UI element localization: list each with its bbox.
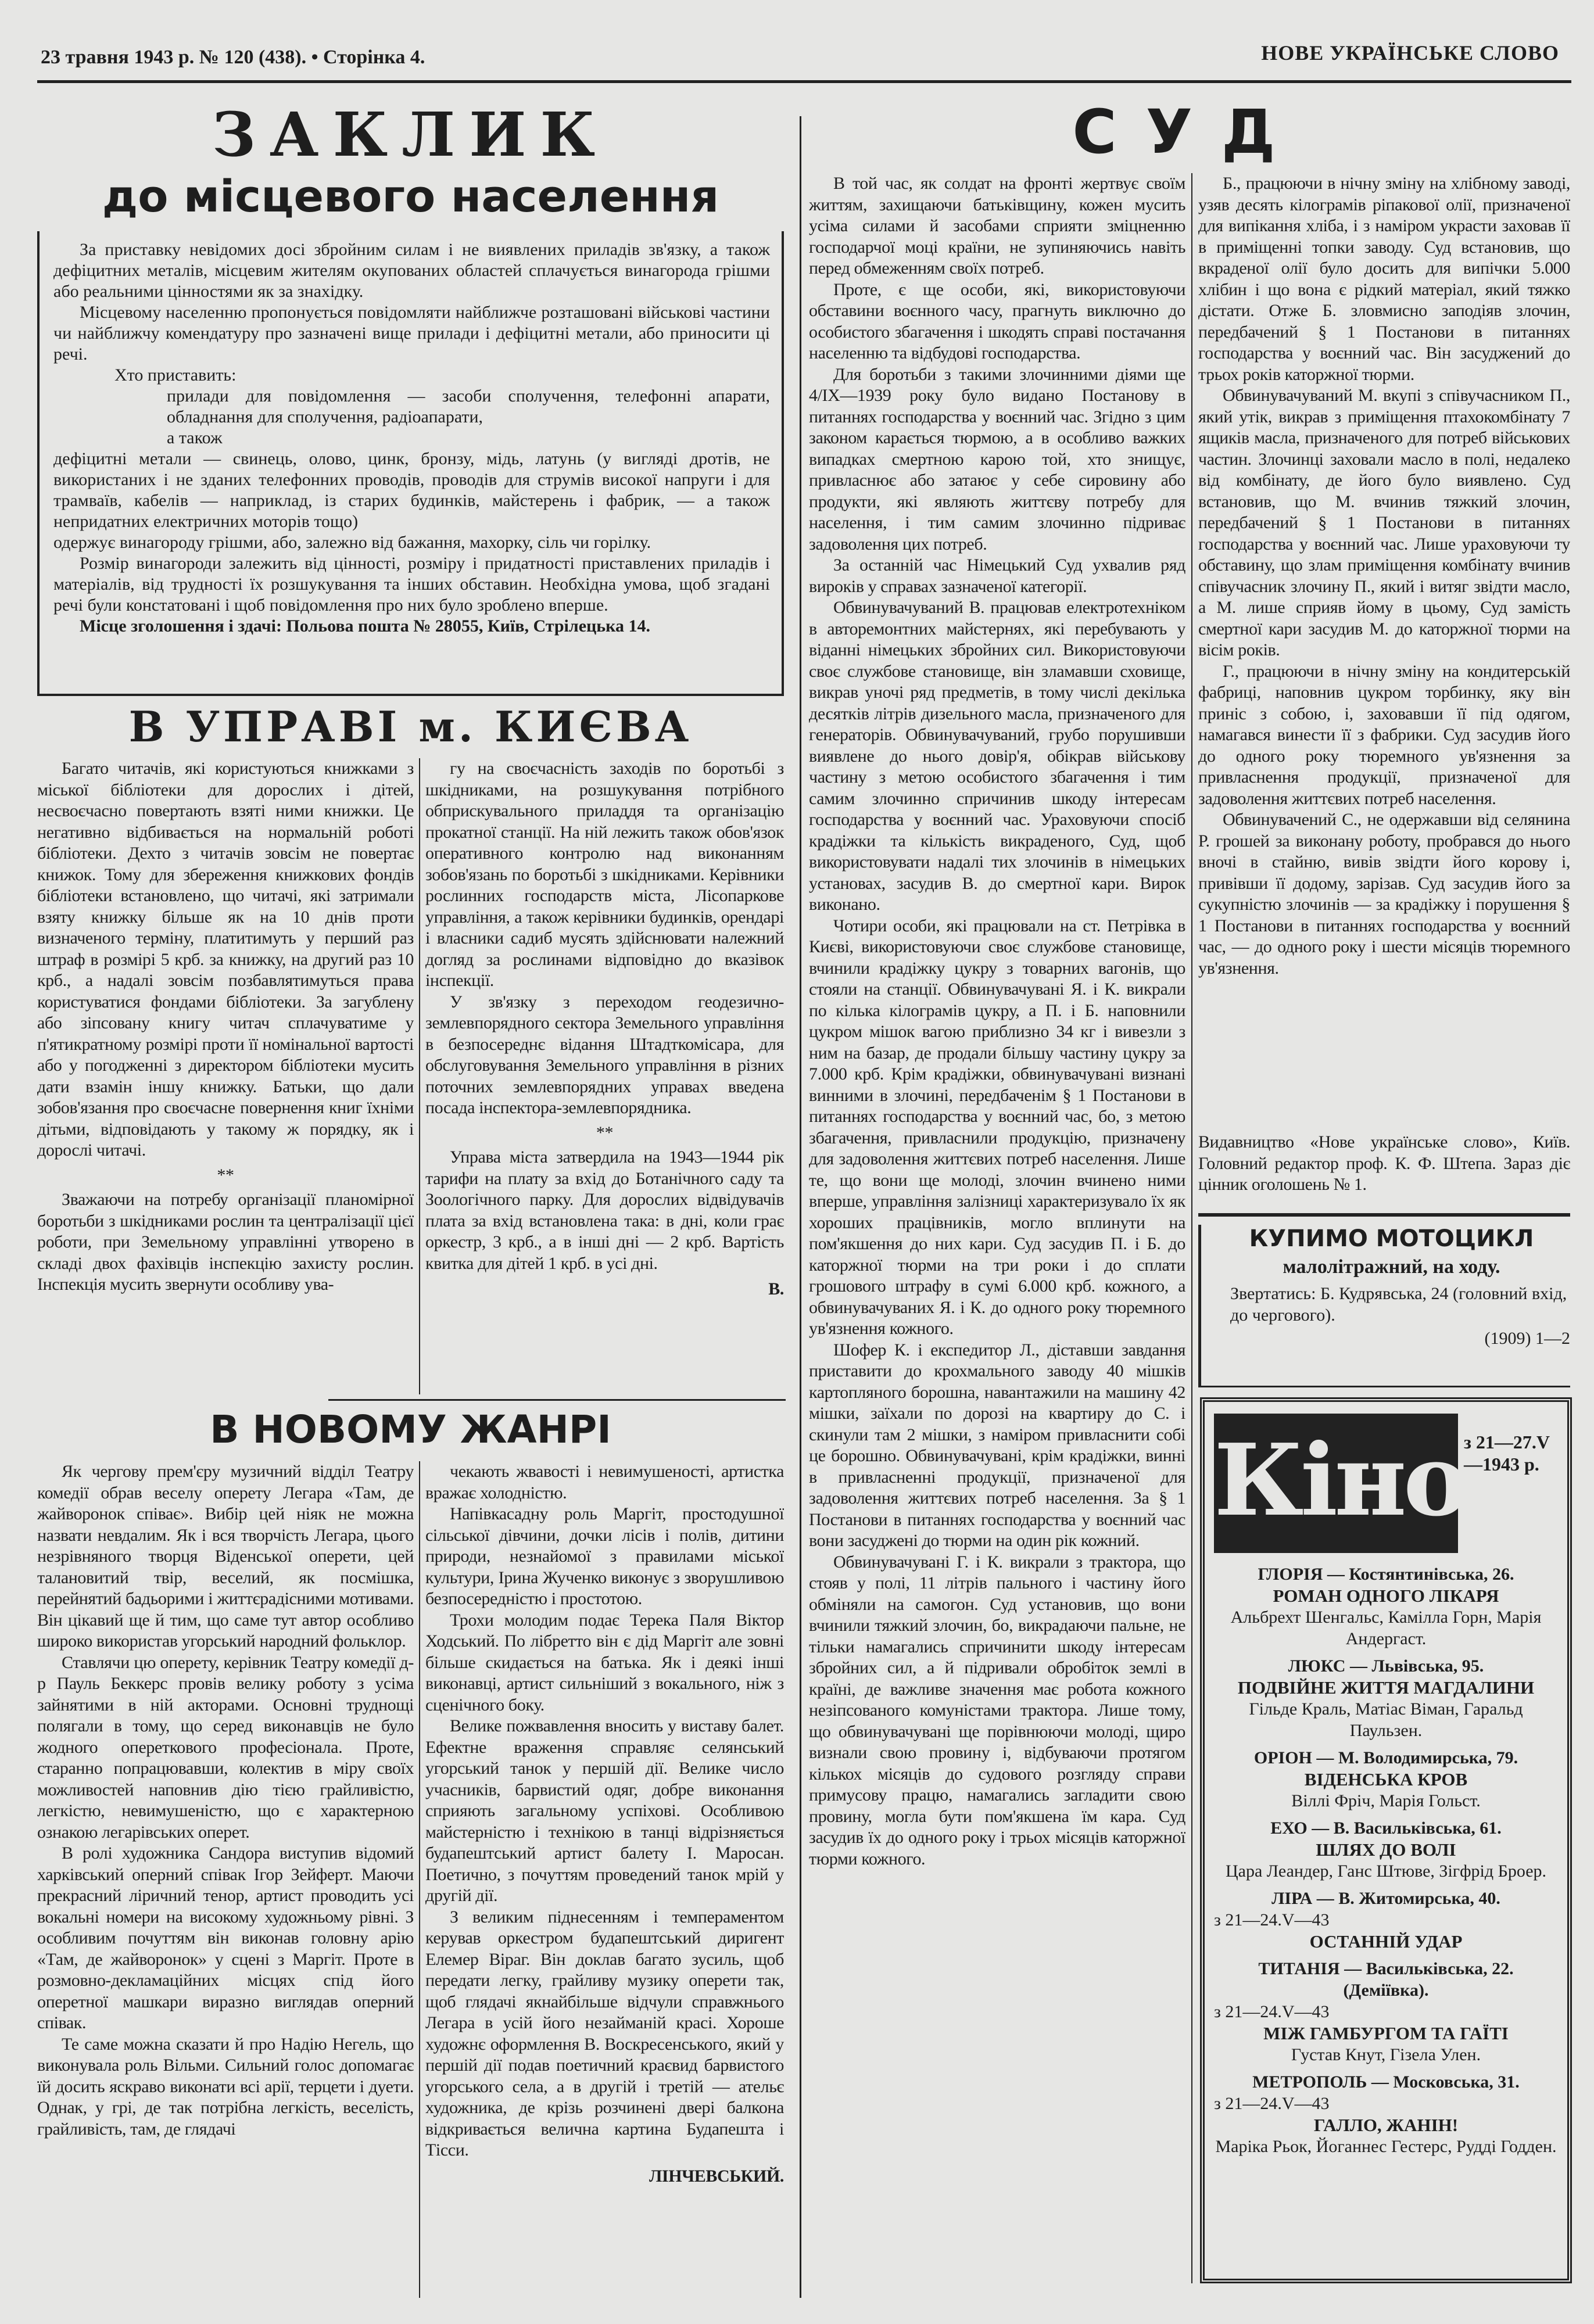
appeal-paragraph: Розмір винагороди залежить від цінності, розміру і придатності приставлених приладів і матеріалів, від трудності їх розшукування та інших обставин. Необхідна умова, щоб згадані речі були констатовані і щоб повідомлення про них було зроблено вперше. xyxy=(53,554,770,615)
appeal-paragraph: одержує винагороду грішми, або, залежно від бажання, махорку, сіль чи горілку. xyxy=(53,533,651,552)
column-divider xyxy=(419,758,420,1394)
film-title: ШЛЯХ ДО ВОЛІ xyxy=(1316,1839,1456,1860)
article-paragraph: Напівкасадну роль Маргіт, простодушної сільської дівчини, дочки лісів і полів, дитини природи, незнайомої з правилами міської культури, Ірина Жученко виконує з зворушливою безпосередністю і простотою. xyxy=(425,1504,784,1608)
appeal-paragraph: а також xyxy=(167,428,223,447)
cinema-listing xyxy=(1214,1655,1558,1741)
column-divider xyxy=(800,116,801,2298)
article-paragraph: Ставлячи цю оперету, керівник Театру комедії д-р Пауль Беккерс провів велику роботу з усіма зайнятими в ній акторами. Основні труднощі полягали в тому, що серед виконавців не було жодного опереткового професіонала. Проте, старанно попрацювавши, колектив в міру своїх можливостей наповнив дію тією грайливістю, легкістю, невимушеністю, що є характерною ознакою легарівських оперет. xyxy=(37,1652,414,1842)
uprava-col-1 xyxy=(37,758,414,1394)
article-paragraph: Обвинувачувані Г. і К. викрали з трактора, що стояв у полі, 11 літрів пального і частину його обміняли на самогон. Суд установив, що вони вчинили тяжкий злочин, бо, викрадаючи пальне, не тільки намагались спричинити шкоду інтересам збройних сил, а й підривали обробіток землі в країні, де важливе значення має робота кожного незіпсованого комуністами трактора. Лише тому, що обвинувачувані ще порівнюючи молоді, щиро визнали свою провину і, відбуваючи протягом кількох місяців до судового розгляду справи примусову працю, намагались загладити свою провину, могла бути пом'якшена їм кара. Суд засудив їх до одного року і трьох місяців каторжної тюрми кожного. xyxy=(809,1552,1185,1868)
appeal-box xyxy=(37,231,784,696)
article-paragraph: Для боротьби з такими злочинними діями ще 4/IX—1939 року було видано Постанову в питаннях господарства у воєнний час. Згідно з цим законом карається тюрмою, а в особливо важких випадках смертною карою той, хто знищує, привласнює або затаює у себе сировину або продукти, які являють життєву потребу для населення, і тим самим злочинно підриває задоволення цих потреб. xyxy=(809,364,1185,554)
article-paragraph: Зважаючи на потребу організації планомірної боротьби з шкідниками рослин та централізації цієї роботи, при Земельному управлінні утворено в складі двох фахівців інспекцію захисту рослин. Інспекція мусить звернути особливу ува- xyxy=(37,1190,414,1294)
article-paragraph: За останній час Німецький Суд ухвалив ряд вироків у справах зазначеної категорії. xyxy=(809,555,1185,596)
appeal-paragraph: прилади для повідомлення — засоби сполучення, телефонні апарати, обладнання для сполучення, радіоапарати, xyxy=(167,386,770,426)
zhanr-col-1 xyxy=(37,1461,414,2318)
film-title: ГАЛЛО, ЖАНІН! xyxy=(1313,2115,1459,2135)
section-separator: ** xyxy=(217,1165,234,1185)
film-cast: Густав Кнут, Гізела Улен. xyxy=(1291,2045,1481,2064)
publisher-text: Видавництво «Нове українське слово», Київ. Головний редактор проф. К. Ф. Штепа. Зараз діє цінник оголошень № 1. xyxy=(1198,1132,1570,1194)
appeal-paragraph: дефіцитні метали — свинець, олово, цинк, бронзу, мідь, латунь (у вигляді дротів, не використаних і не зданих телефонних проводів, проводів для струмів високої напруги і для трамваїв, кабелів — наприклад, із старих будинків, майстерень і фабрик, — а також непридатних електричних моторів тощо) xyxy=(53,449,770,531)
zhanr-col-2 xyxy=(425,1461,784,2318)
issue-date-line: 23 травня 1943 р. № 120 (438). • Сторінка 4. xyxy=(41,46,425,68)
article-paragraph: Управа міста затвердила на 1943—1944 рік тарифи на плату за вхід до Ботанічного саду та Зоологічного парку. Для дорослих відвідувачів плата за вхід встановлена така: в дні, коли грає оркестр, 3 крб., а в інші дні — 2 крб. Вартість квитка для дітей 1 крб. в усі дні. xyxy=(425,1147,784,1273)
film-cast: Маріка Рьок, Йоганнес Гестерс, Рудді Годден. xyxy=(1215,2137,1557,2156)
cinema-listings xyxy=(1200,1397,1572,2283)
article-paragraph: Б., працюючи в нічну зміну на хлібному заводі, узяв десять кілограмів ріпакової олії, призначеної для випікання хліба, і з наміром украсти заховав її в приміщенні топки заводу. Суд встановив, що вкраденої олії було досить для випічки 5.000 хлібин і що вона є рідкий матеріал, який тяжко дістати. Отже Б. зловмисно заподіяв злочин, передбачений § 1 Постанови в питаннях господарства у воєнний час. Він засуджений до трьох років каторжної тюрми. xyxy=(1198,174,1570,384)
cinema-name: ТИТАНІЯ — Васильківська, 22. (Деміївка). xyxy=(1258,1959,1514,2000)
article-paragraph: Обвинувачуваний М. вкупі з співучасником П., який утік, викрав з приміщення птахокомбінату 7 ящиків масла, призначеного для потреб військових частин. Злочинці заховали масло в полі, недалеко від комбінату, де його було виявлено. Суд встановив, що М. вчинив тяжкий злочин, передбачений § 1 Постанови в питаннях господарства у воєнний час. Лише ураховуючи ту обставину, що злам приміщення комбінату вчинив співучасник злочину П., який і витяг звідти масло, а М. лише сприяв йому в цьому, Суд замість смертної кари засудив М. до каторжної тюрми на вісім років. xyxy=(1198,386,1570,659)
uprava-signature: В. xyxy=(768,1279,784,1299)
ad-address: Звертатись: Б. Кудрявська, 24 (головний вхід, до чергового). xyxy=(1230,1284,1567,1325)
cinema-name: ЛЮКС — Львівська, 95. xyxy=(1288,1656,1484,1676)
article-paragraph: Як чергову прем'єру музичний відділ Театру комедії обрав веселу оперету Легара «Там, де жайворонок співає». Вибір цей ніяк не можна назвати невдалим. Як і вся творчість Легара, цього незрівняного творця Віденської оперети, цей талановитий твір, веселий, як посмішка, перейнятий бадьорими і життєрадісними мотивами. Він цікавий ще й тим, що саме тут автор особливо широко використав угорський народний фольклор. xyxy=(37,1462,414,1651)
article-paragraph: В ролі художника Сандора виступив відомий харківський оперний співак Ігор Зейферт. Маючи прекрасний ліричний тенор, артист проводить усі вокальні номери на високому художньому рівні. З особливим почуттям він виконав головну арію «Там, де жайворонок» у сцені з Маргіт. Проте в розмовно-декламаційних місцях спід його оперетної машкари виразно виглядав оперний співак. xyxy=(37,1844,414,2032)
article-paragraph: Чотири особи, які працювали на ст. Петрівка в Києві, використовуючи своє службове становище, вчинили крадіжку цукру з товарних вагонів, що стояли на станції. Обвинувачувані Я. і К. викрали по кілька кілограмів цукру, а П. і Б. наповнили цукром мішок вагою приблизно 34 кг і вивезли з ним на базар, де продали більшу частину цукру за 7.000 крб. Крім крадіжки, обвинувачувані визнані винними в злочині, передбаченім § 1 Постанови в питаннях господарства у воєнний час, бо, з метою збагачення, привласнили продукцію, призначену для задоволення життєвих потреб населення. Лише те, що вони ще молоді, злочин вчинено ними вперше, управління залізниці характеризувало їх як хороших працівників, могло вплинути на пом'якшення до них кари. Суд засудив П. і Б. до каторжної тюрми на три роки і до сплати грошового штрафу в сумі 6.000 крб. кожного, а обвинувачуваних Я. і К. до одного року тюремного ув'язнення кожного. xyxy=(809,916,1185,1338)
ad-code: (1909) 1—2 xyxy=(1484,1329,1570,1348)
article-paragraph: Багато читачів, які користуються книжками з міської бібліотеки для дорослих і дітей, несвоєчасно повертають взяті ними книжки. Це негативно відбивається на нормальній роботі бібліотеки. Дехто з читачів зовсім не повертає книжок. Тому для збереження книжкових фондів бібліотеки встановлено, що читачі, які затримали взяту книжку більше як на 10 днів проти визначеного терміну, платитимуть у перший раз штраф в розмірі 5 крб. за книжку, на другий раз 10 крб., а надалі зовсім позбавлятимуться права користуватися фондами бібліотеки. За загублену або зіпсовану книгу читач сплачуватиме у п'ятикратному розмірі проти її номінальної вартості або у погодженні з директором бібліотеки мусить дати взамін іншу книжку. Батьки, що дали зобов'язання про своєчасне повернення книг їхніми дітьми, відповідають у такому ж порядку, як і дорослі читачі. xyxy=(37,759,414,1160)
sud-title: СУД xyxy=(1072,96,1305,167)
appeal-subtitle: до місцевого населення xyxy=(102,170,719,222)
header-rule xyxy=(37,80,1571,83)
cinema-name: ЕХО — В. Васильківська, 61. xyxy=(1270,1819,1502,1838)
cinema-name: ЛІРА — В. Житомирська, 40. xyxy=(1271,1889,1500,1908)
film-cast: Віллі Фріч, Марія Гольст. xyxy=(1291,1791,1481,1810)
show-dates: з 21—24.V—43 xyxy=(1214,1910,1330,1930)
cinema-listing xyxy=(1214,1958,1558,2065)
film-title: ОСТАННІЙ УДАР xyxy=(1309,1931,1463,1952)
appeal-paragraph: Місцевому населенню пропонується повідомляти найближче розташовані військові частини чи найближчу комендатуру про зазначені вище прилади і дефіцитні метали, або приносити ці речі. xyxy=(53,303,770,364)
column-divider xyxy=(1191,173,1192,2283)
article-paragraph: У зв'язку з переходом геодезично-землевпорядного сектора Земельного управління в безпосереднє відання Штадткомісара, для обслуговування Земельного управління в різних поточних землевпорядних управах введена посада інспектора-землевпорядника. xyxy=(425,992,784,1117)
column-divider xyxy=(419,1461,420,2298)
kino-dates: з 21—27.V—1943 р. xyxy=(1464,1432,1550,1475)
appeal-paragraph: За приставку невідомих досі збройним силам і не виявлених приладів зв'язку, а також дефіцитних металів, місцевим жителям окупованих областей сплачується винагорода грішми або реальними цінностями як за знахідку. xyxy=(53,240,770,301)
film-title: МІЖ ГАМБУРГОМ ТА ГАЇТІ xyxy=(1263,2023,1509,2043)
zhanr-signature: ЛІНЧЕВСЬКИЙ. xyxy=(649,2166,784,2186)
article-paragraph: Трохи молодим подає Терека Паля Віктор Ходський. По лібретто він є дід Маргіт але зовні більше скидається на батька. Як і деякі інші виконавці, артист сильніший з вокального, ніж з сценічного боку. xyxy=(425,1610,784,1715)
article-paragraph: Проте, є ще особи, які, використовуючи обставини воєнного часу, прагнуть виключно до особистого збагачення і шкодять справі постачання населенню та відбудові господарства. xyxy=(809,279,1185,363)
cinema-name: МЕТРОПОЛЬ — Московська, 31. xyxy=(1252,2072,1520,2092)
film-title: ПОДВІЙНЕ ЖИТТЯ МАГДАЛИНИ xyxy=(1237,1677,1535,1698)
cinema-name: ОРІОН — М. Володимирська, 79. xyxy=(1253,1748,1518,1767)
publisher-note xyxy=(1198,1132,1570,1208)
section-rule xyxy=(1198,1213,1570,1217)
appeal-paragraph: Місце зголошення і здачі: Польова пошта № 28055, Київ, Стрілецька 14. xyxy=(80,616,650,636)
film-cast: Цара Леандер, Ганс Штюве, Зігфрід Броер. xyxy=(1225,1862,1547,1881)
cinema-name: ГЛОРІЯ — Костянтинівська, 26. xyxy=(1258,1565,1514,1584)
article-paragraph: Шофер К. і експедитор Л., діставши завдання приставити до крохмального заводу 40 мішків картопляного борошна, навантажили на машину 42 мішки, заїхали по дорозі на квартиру до С. і скинули там 2 мішки, з наміром привласнити собі це борошно. Обвинувачувані, крім крадіжки, винні в привласненні продукції, призначеної для задоволення життєвих потреб населення. За § 1 Постанови в питаннях господарства у воєнний час вони засуджені до тюрми на один рік кожний. xyxy=(809,1340,1185,1550)
motorcycle-ad xyxy=(1198,1225,1570,1387)
cinema-listing xyxy=(1214,1888,1558,1952)
uprava-col-2 xyxy=(425,758,784,1394)
article-paragraph: Обвинувачений С., не одержавши від селянина Р. грошей за виконану роботу, пробрався до нього вночі в стайню, вивів звідти його корову і, привівши її додому, зарізав. Суд засудив його за сукупністю злочинів — за крадіжку і порушення § 1 Постанови в питаннях господарства у воєнний час, — до одного року і шести місяців тюремного ув'язнення. xyxy=(1198,810,1570,978)
cinema-listing xyxy=(1214,1563,1558,1649)
cinema-listing xyxy=(1214,1747,1558,1812)
show-dates: з 21—24.V—43 xyxy=(1214,2094,1330,2113)
kino-logo: Кіно xyxy=(1214,1414,1458,1553)
sud-col-right xyxy=(1198,173,1570,1126)
article-paragraph: З великим піднесенням і темпераментом керував оркестром будапештський диригент Елемер Віраг. Він доклав багато зусиль, щоб передати легку, грайливу музику оперети так, щоб глядачі якнайбільше відчули справжнього Легара в усій його незайманій красі. Хороше художнє оформлення В. Воскресенського, який у першій дії подав поетичний краєвид барвистого угорського села, а в другій і третій — ательє художника, де крізь розчинені двері балкона відкривається велична картина Будапешта і Тісси. xyxy=(425,1907,784,2160)
show-dates: з 21—24.V—43 xyxy=(1214,2002,1330,2021)
newspaper-name: НОВЕ УКРАЇНСЬКЕ СЛОВО xyxy=(1261,41,1559,64)
section-separator: ** xyxy=(596,1122,614,1142)
article-paragraph: Велике пожвавлення вносить у виставу балет. Ефектне враження справляє селянський угорський танок у першій дії. Велике число учасників, барвистий одяг, добре виконання сприяють загальному успіхові. Особливою майстерністю і технікою в танці відрізняється будапештський артист балету І. Маросан. Поетично, з почуттям проведений танок мрій у другій дії. xyxy=(425,1716,784,1905)
cinema-listing xyxy=(1214,2071,1558,2157)
cinema-listing xyxy=(1214,1817,1558,1882)
uprava-title: В УПРАВІ м. КИЄВА xyxy=(128,702,693,751)
film-cast: Гільде Краль, Матіас Віман, Гаральд Паульзен. xyxy=(1249,1699,1523,1740)
article-paragraph: Те саме можна сказати й про Надію Негель, що виконувала роль Вільми. Сильний голос допомагає їй досить яскраво виконати всі арії, терцети і дуети. Однак, у грі, де так потрібна легкість, веселість, грайливість, там, де глядачі xyxy=(37,2034,414,2139)
article-paragraph: Обвинувачуваний В. працював електротехніком в авторемонтних майстернях, які перебувають у віданні німецьких збройних сил. Використовуючи своє службове становище, він зламавши сховище, викрав уночі ряд предметів, в тому числі декілька десятків літрів дизельного масла, призначеного для генераторів. Обвинувачуваний, грубо порушивши виявлене до нього довір'я, обікрав військову частину з метою особистого збагачення і тим самим злочинно спричинив шкоду інтересам господарства у воєнний час. Ураховуючи спосіб крадіжки та кількість викраденого, Суд, щоб використовувати надалі тих злочинів в німецьких установах, засудив В. до смертної кари. Вирок виконано. xyxy=(809,598,1185,914)
film-cast: Альбрехт Шенгальс, Камілла Горн, Марія Андергаст. xyxy=(1230,1608,1542,1648)
article-paragraph: Г., працюючи в нічну зміну на кондитерській фабриці, наповнив цукром торбинку, яку він приніс з собою, і, заховавши її під одягом, намагався винести її з фабрики. Суд засудив його до одного року тюремного ув'язнення за привласнення продукції, призначеної для задоволення життєвих потреб населення. xyxy=(1198,661,1570,808)
article-paragraph: гу на своєчасність заходів по боротьбі з шкідниками, на розшукування потрібного обприскувального приладдя та організацію прокатної станції. На ній лежить також обов'язок оперативного контролю над виконанням зобов'язань по боротьбі з шкідниками. Керівники рослинних господарств міста, Лісопаркове управління, а також керівники будинків, орендарі і власники садиб мусять здійснювати належний догляд за рослинами відповідно до вказівок інспекції. xyxy=(425,759,784,990)
ad-subtitle: малолітражний, на ходу. xyxy=(1283,1256,1500,1278)
ad-title: КУПИМО МОТОЦИКЛ xyxy=(1249,1225,1534,1252)
article-paragraph: В той час, як солдат на фронті жертвує своїм життям, захищаючи батьківщину, кожен мусить усіма силами й засобами сприяти зміцненню господарчої моці країни, не зупиняючись навіть перед обмеженням своїх потреб. xyxy=(809,174,1185,278)
section-rule xyxy=(328,1399,786,1401)
film-title: РОМАН ОДНОГО ЛІКАРЯ xyxy=(1273,1586,1499,1606)
appeal-paragraph: Хто приставить: xyxy=(114,365,237,385)
zhanr-title: В НОВОМУ ЖАНРІ xyxy=(210,1407,611,1452)
sud-col-middle xyxy=(809,173,1185,2317)
appeal-title: ЗАКЛИК xyxy=(212,99,610,170)
film-title: ВІДЕНСЬКА КРОВ xyxy=(1304,1769,1468,1789)
article-paragraph: чекають жвавості і невимушеності, артистка вражає холодністю. xyxy=(425,1462,784,1502)
